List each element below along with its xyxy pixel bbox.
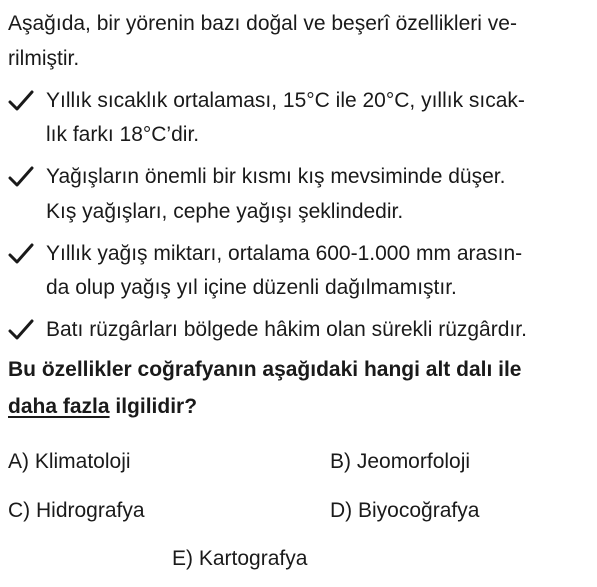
option-e[interactable]: E) Kartografya bbox=[172, 547, 308, 570]
question-line-2-rest: ilgilidir? bbox=[109, 395, 198, 418]
question-line-2 bbox=[8, 396, 197, 417]
item-4-line-1: Batı rüzgârları bölgede hâkim olan sürekli rüzgârdır. bbox=[46, 318, 527, 341]
question-line-1: Bu özellikler coğrafyanın aşağıdaki hangi alt dalı ile bbox=[8, 358, 522, 381]
item-1-line-2: lık farkı 18°C’dir. bbox=[46, 123, 200, 146]
question-emphasis: daha fazla bbox=[8, 395, 110, 418]
check-icon bbox=[8, 243, 34, 265]
item-3-line-2: da olup yağış yıl içine düzenli dağılmamıştır. bbox=[46, 276, 457, 299]
check-icon bbox=[8, 90, 34, 112]
item-1-line-1: Yıllık sıcaklık ortalaması, 15°C ile 20°C, yıllık sıcak- bbox=[46, 89, 525, 112]
item-2-line-2: Kış yağışları, cephe yağışı şeklindedir. bbox=[46, 200, 404, 223]
intro-line-2: rilmiştir. bbox=[8, 47, 80, 70]
option-c[interactable]: C) Hidrografya bbox=[8, 499, 145, 522]
item-3-line-1: Yıllık yağış miktarı, ortalama 600-1.000 mm arasın- bbox=[46, 242, 523, 265]
option-a[interactable]: A) Klimatoloji bbox=[8, 450, 131, 473]
check-icon bbox=[8, 319, 34, 341]
intro-line-1: Aşağıda, bir yörenin bazı doğal ve beşerî özellikleri ve- bbox=[8, 12, 517, 35]
option-b[interactable]: B) Jeomorfoloji bbox=[330, 450, 471, 473]
check-icon bbox=[8, 166, 34, 188]
option-d[interactable]: D) Biyocoğrafya bbox=[330, 499, 480, 522]
item-2-line-1: Yağışların önemli bir kısmı kış mevsiminde düşer. bbox=[46, 165, 506, 188]
